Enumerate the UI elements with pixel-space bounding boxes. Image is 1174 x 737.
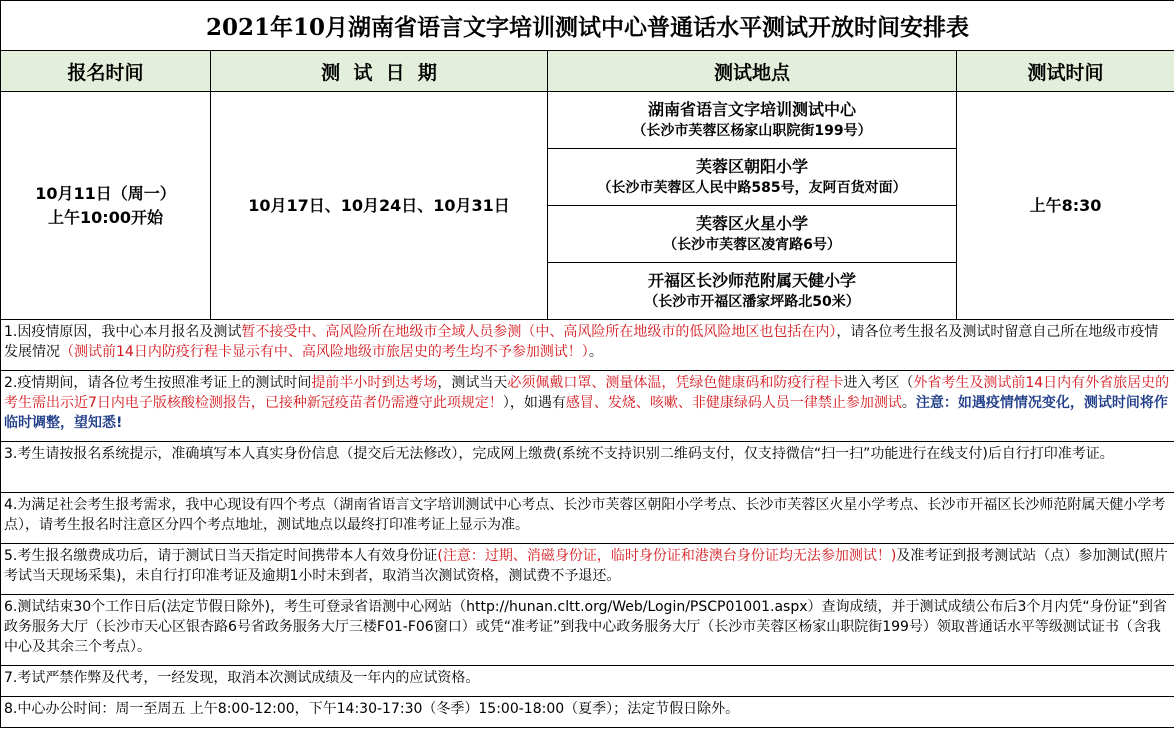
note-2-period: 。 — [901, 395, 916, 411]
note-3: 3.考生请按报名系统提示，准确填写本人真实身份信息（提交后无法修改），完成网上缴费(系统不支持识别二维码支付，仅支持微信“扫一扫”功能进行在线支付)后自行打印准考证。 — [1, 442, 1174, 493]
test-dates-cell: 10月17日、10月24日、10月31日 — [211, 92, 548, 320]
page-title: 2021年10月湖南省语言文字培训测试中心普通话水平测试开放时间安排表 — [1, 1, 1174, 51]
note-2-prohibited: 感冒、发烧、咳嗽、非健康绿码人员一律禁止参加测试 — [565, 395, 902, 411]
note-2-arrive-early: 提前半小时到达考场 — [311, 375, 438, 391]
site-name: 开福区长沙师范附属天健小学 — [647, 271, 856, 290]
note-2 — [1, 371, 1174, 442]
site-item — [548, 92, 956, 149]
note-2-text: 2.疫情期间，请各位考生按照准考证上的测试时间 — [4, 375, 312, 391]
register-time-line2: 上午10:00开始 — [48, 207, 163, 227]
note-5-id-warning: (注意：过期、消磁身份证，临时身份证和港澳台身份证均无法参加测试！) — [437, 548, 897, 564]
header-test-site: 测试地点 — [548, 51, 957, 92]
note-2-notice: 注意：如遇疫情情况变化，测试时间将作临时调整，望知悉! — [4, 395, 1168, 431]
note-1-warning: （测试前14日内防疫行程卡显示有中、高风险地级市旅居史的考生均不予参加测试！） — [60, 344, 589, 360]
note-2-text-3: 进入考区（ — [843, 375, 914, 391]
header-test-time: 测试时间 — [957, 51, 1174, 92]
site-name: 芙蓉区朝阳小学 — [695, 157, 808, 176]
note-1-text: 1.因疫情原因，我中心本月报名及测试 — [4, 324, 242, 340]
note-2-nucleic-test: 外省考生及测试前14日内有外省旅居史的考生需出示近7日内电子版核酸检测报告，已接种新冠疫苗者仍需遵守此项规定！ — [4, 375, 1170, 411]
site-name: 芙蓉区火星小学 — [695, 214, 808, 233]
site-address: （长沙市开福区潘家坪路北50米） — [644, 294, 860, 310]
note-5-text: 5.考生报名缴费成功后，请于测试日当天指定时间携带本人有效身份证 — [4, 548, 438, 564]
note-1-highlight: 暂不接受中、高风险所在地级市全域人员参测（中、高风险所在地级市的低风险地区也包括在内） — [241, 324, 837, 340]
note-6: 6.测试结束30个工作日后(法定节假日除外)，考生可登录省语测中心网站（http://hunan.cltt.org/Web/Login/PSCP01001.aspx）查询成绩，并于测试成绩公布后3个月内凭“身份证”到省政务服务大厅（长沙市天心区银杏路6号省政务服务大厅三楼F01-F06窗口）或凭“准考证”到我中心政务服务大厅（长沙市芙蓉区杨家山职院街199号）领取普通话水平等级测试证书（含我中心及其余三个考点）。 — [1, 595, 1174, 666]
note-2-text-2: ，测试当天 — [437, 375, 508, 391]
test-time-cell: 上午8:30 — [957, 92, 1174, 320]
site-item — [548, 149, 956, 206]
note-7: 7.考试严禁作弊及代考，一经发现，取消本次测试成绩及一年内的应试资格。 — [1, 666, 1174, 697]
header-test-date: 测 试 日 期 — [211, 51, 548, 92]
note-4: 4.为满足社会考生报考需求，我中心现设有四个考点（湖南省语言文字培训测试中心考点、长沙市芙蓉区朝阳小学考点、长沙市芙蓉区火星小学考点、长沙市开福区长沙师范附属天健小学考点），请考生报名时注意区分四个考点地址，测试地点以最终打印准考证上显示为准。 — [1, 493, 1174, 544]
note-1-end: 。 — [588, 344, 603, 360]
note-1-text-2: ，请各位考生报名及测试时留意自己所在地级市疫情发展情况 — [4, 324, 1159, 360]
note-1 — [1, 320, 1174, 371]
site-address: （长沙市芙蓉区人民中路585号，友阿百货对面） — [597, 180, 907, 196]
site-item — [548, 263, 956, 319]
header-register-time: 报名时间 — [1, 51, 211, 92]
register-time-cell — [1, 92, 211, 320]
note-5-text-2: 及准考证到报考测试站（点）参加测试(照片考试当天现场采集)，未自行打印准考证及逾期1小时未到者，取消当次测试资格，测试费不予退还。 — [4, 548, 1168, 584]
test-sites-cell — [548, 92, 957, 320]
site-address: （长沙市芙蓉区杨家山职院街199号） — [632, 123, 872, 139]
site-name: 湖南省语言文字培训测试中心 — [647, 100, 856, 119]
site-address: （长沙市芙蓉区凌宵路6号） — [663, 237, 841, 253]
site-item — [548, 206, 956, 263]
note-2-requirements: 必须佩戴口罩、测量体温，凭绿色健康码和防疫行程卡 — [507, 375, 844, 391]
note-2-text-4: ），如遇有 — [502, 395, 566, 411]
note-8: 8.中心办公时间：周一至周五 上午8:00-12:00，下午14:30-17:30（冬季）15:00-18:00（夏季）；法定节假日除外。 — [1, 697, 1174, 728]
note-5 — [1, 544, 1174, 595]
register-time-line1: 10月11日（周一） — [35, 183, 176, 203]
